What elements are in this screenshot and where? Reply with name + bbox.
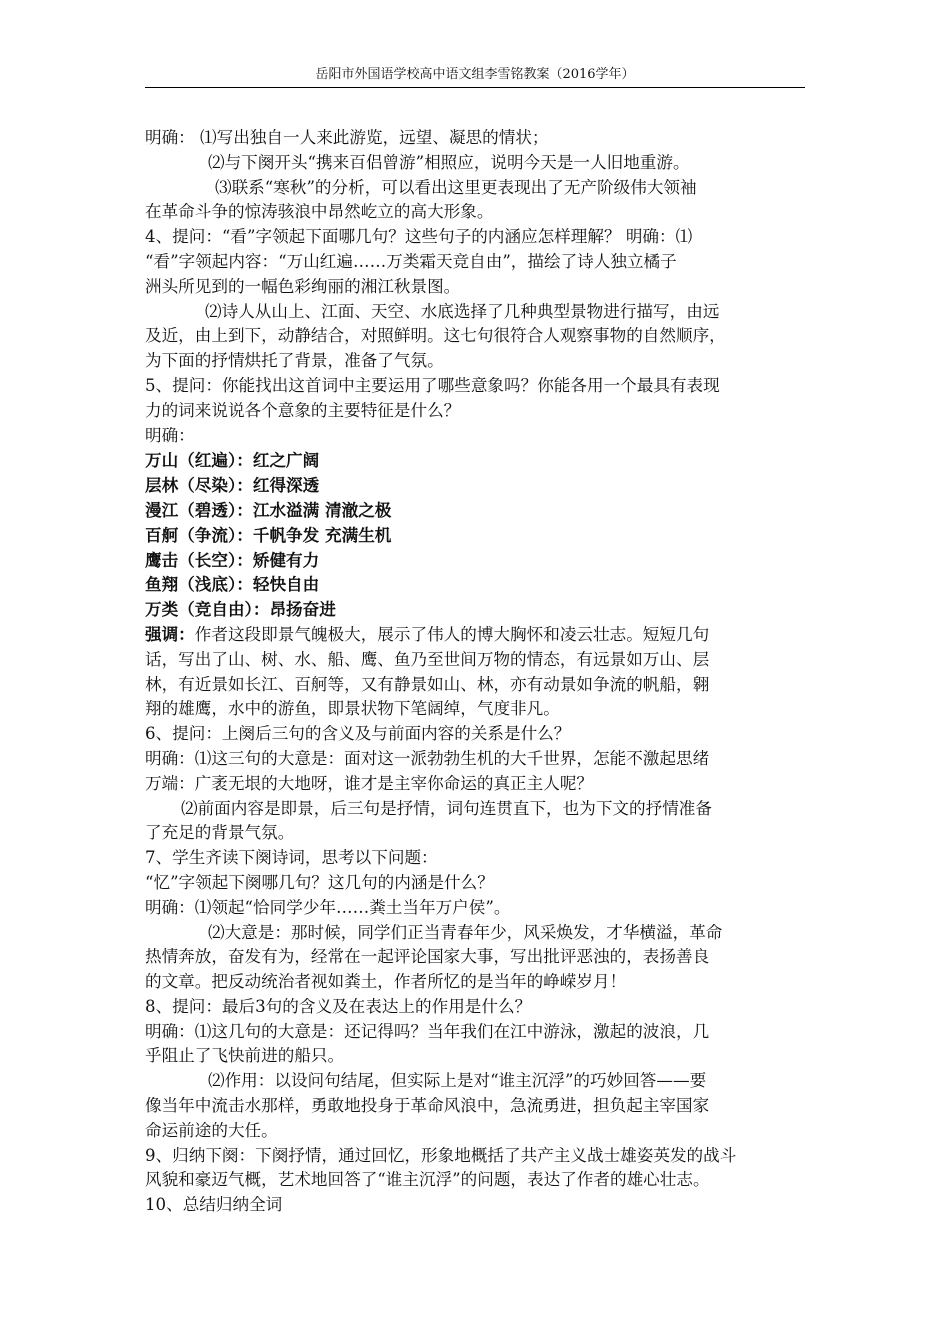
text-line: 明确：⑴这三句的大意是：面对这一派勃勃生机的大千世界，怎能不激起思绪 (145, 748, 710, 768)
text-line: ⑵前面内容是即景，后三句是抒情，词句连贯直下，也为下文的抒情准备 (181, 798, 712, 818)
imagery-item: 鱼翔（浅底）：轻快自由 (145, 574, 320, 595)
text-line: “看”字领起内容：“万山红遍……万类霜天竞自由”，描绘了诗人独立橘子 (145, 251, 677, 271)
page-header: 岳阳市外国语学校高中语文组李雪铭教案（2016学年） (315, 67, 635, 82)
text-line: ⑵作用：以设问句结尾，但实际上是对“谁主沉浮”的巧妙回答——要 (208, 1071, 707, 1091)
text-line: 明确： ⑴写出独自一人来此游览，远望、凝思的情状； (145, 128, 549, 147)
text-line: 的文章。把反动统治者视如粪土，作者所忆的是当年的峥嵘岁月！ (145, 972, 627, 992)
text-line: ⑶联系“寒秋”的分析，可以看出这里更表现出了无产阶级伟大领袖 (215, 177, 697, 197)
text-line: 林，有近景如长江、百舸等，又有静景如山、林，亦有动景如争流的帆船，翱 (145, 674, 710, 694)
text-line: 及近，由上到下，动静结合，对照鲜明。这七句很符合人观察事物的自然顺序， (145, 326, 726, 346)
header-divider (145, 87, 805, 88)
text-line: 万端：广袤无垠的大地呀，谁才是主宰你命运的真正主人呢？ (145, 773, 594, 793)
text-line: 洲头所见到的一幅色彩绚丽的湘江秋景图。 (145, 276, 461, 296)
imagery-item: 万类（竞自由）：昂扬奋进 (145, 599, 336, 620)
emphasis-text: 作者这段即景气魄极大，展示了伟人的博大胸怀和凌云壮志。短短几句 (194, 624, 710, 644)
text-line: 风貌和豪迈气概，艺术地回答了“谁主沉浮”的问题，表达了作者的雄心壮志。 (145, 1170, 710, 1190)
text-line: 热情奔放，奋发有为，经常在一起评论国家大事，写出批评恶浊的，表扬善良 (145, 947, 710, 967)
imagery-item: 漫江（碧透）：江水溢满 清澈之极 (145, 499, 392, 520)
text-line: 4、提问：“看”字领起下面哪几句？这些句子的内涵应怎样理解？ 明确：⑴ (145, 227, 693, 247)
document-body (145, 126, 807, 1218)
text-line: ⑵与下阕开头“携来百侣曾游”相照应，说明今天是一人旧地重游。 (208, 152, 690, 172)
text-line: 像当年中流击水那样，勇敢地投身于革命风浪中，急流勇进，担负起主宰国家 (145, 1096, 710, 1116)
text-line: 8、提问：最后3句的含义及在表达上的作用是什么？ (145, 996, 532, 1016)
imagery-item: 层林（尽染）：红得深透 (145, 475, 320, 496)
imagery-item: 百舸（争流）：千帆争发 充满生机 (145, 524, 392, 545)
imagery-item: 万山（红遍）：红之广阔 (145, 450, 320, 471)
text-line: 5、提问：你能找出这首词中主要运用了哪些意象吗？你能各用一个最具有表现 (145, 375, 720, 395)
text-line: 在革命斗争的惊涛骇浪中昂然屹立的高大形象。 (145, 202, 494, 222)
text-line (145, 622, 807, 648)
text-line: 明确：⑴领起“恰同学少年……粪土当年万户侯”。 (145, 897, 511, 917)
text-line: 话，写出了山、树、水、船、鹰、鱼乃至世间万物的情态，有远景如万山、层 (145, 649, 710, 669)
text-line: 6、提问：上阕后三句的含义及与前面内容的关系是什么？ (145, 724, 571, 744)
emphasis-label: 强调： (145, 623, 195, 644)
text-line: 翔的雄鹰，水中的游鱼，即景状物下笔阔绰，气度非凡。 (145, 699, 560, 719)
text-line: ⑵大意是：那时候，同学们正当青春年少，风采焕发，才华横溢，革命 (208, 922, 723, 942)
text-line: 10、总结归纳全词 (145, 1195, 283, 1215)
imagery-item: 鹰击（长空）：矫健有力 (145, 549, 320, 570)
text-line: 了充足的背景气氛。 (145, 823, 295, 843)
text-line: 9、归纳下阕：下阕抒情，通过回忆，形象地概括了共产主义战士雄姿英发的战斗 (145, 1145, 737, 1165)
text-line: 力的词来说说各个意象的主要特征是什么？ (145, 400, 461, 420)
text-line: “忆”字领起下阕哪几句？这几句的内涵是什么？ (145, 872, 494, 892)
text-line: ⑵诗人从山上、江面、天空、水底选择了几种典型景物进行描写，由远 (205, 301, 720, 321)
text-line: 乎阻止了飞快前进的船只。 (145, 1046, 345, 1066)
text-line: 7、学生齐读下阕诗词，思考以下问题： (145, 848, 438, 868)
text-line: 为下面的抒情烘托了背景，准备了气氛。 (145, 351, 444, 371)
text-line: 明确： (145, 425, 195, 445)
text-line: 明确：⑴这几句的大意是：还记得吗？当年我们在江中游泳，激起的波浪，几 (145, 1021, 710, 1041)
text-line: 命运前途的大任。 (145, 1120, 278, 1140)
